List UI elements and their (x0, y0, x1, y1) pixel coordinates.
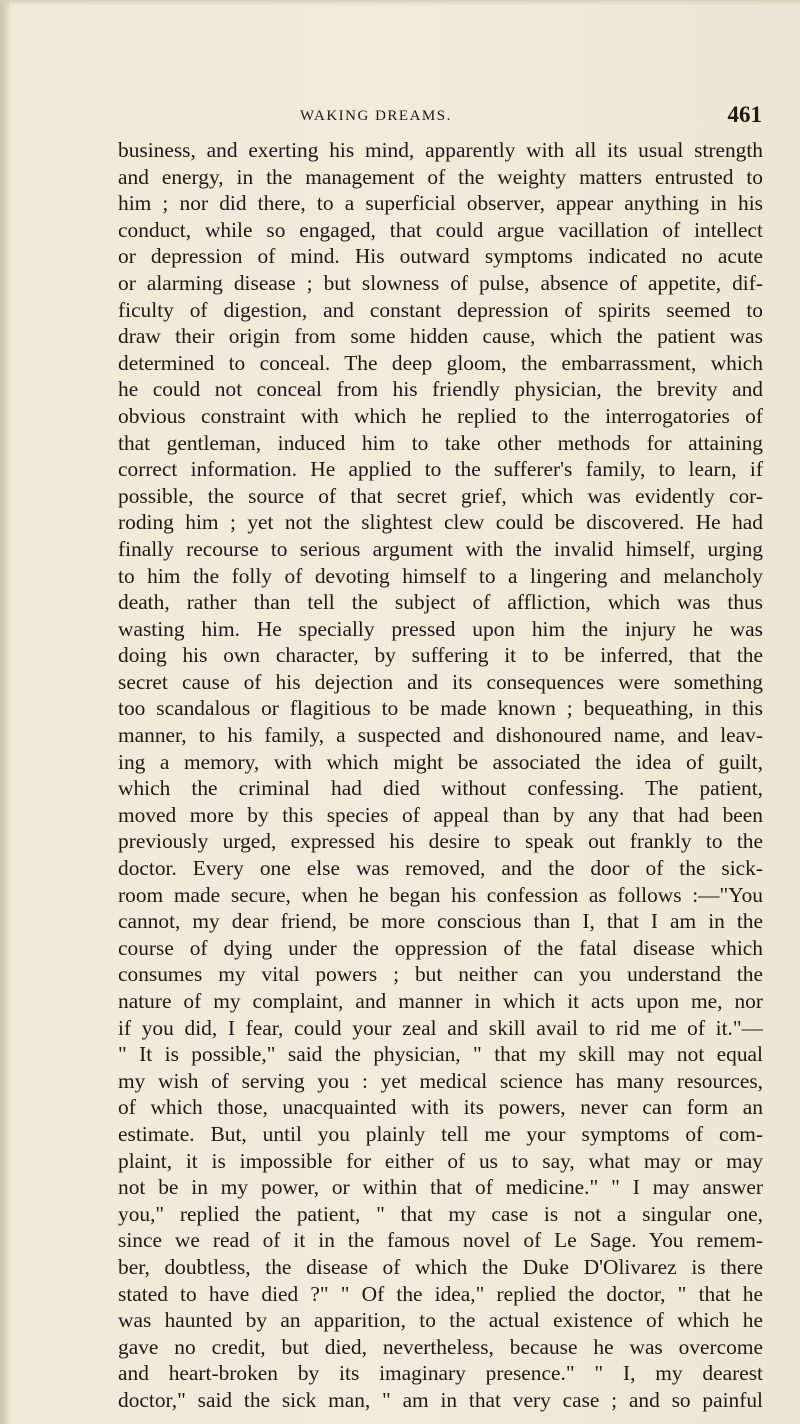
text-line: ing a memory, with which might be associated the idea of guilt, (118, 749, 763, 774)
text-line: if you did, I fear, could your zeal and skill avail to rid me of it."— (118, 1015, 763, 1040)
page-header (118, 102, 762, 132)
page-top-edge (0, 0, 800, 6)
text-line: not be in my power, or within that of medicine." " I may answer (118, 1175, 763, 1200)
text-line: previously urged, expressed his desire to speak out frankly to the (118, 829, 763, 854)
text-line: my wish of serving you : yet medical science has many resources, (118, 1068, 763, 1093)
page-number: 461 (727, 102, 762, 127)
text-line: nature of my complaint, and manner in which it acts upon me, nor (118, 989, 763, 1013)
text-line: gave no credit, but died, nevertheless, because he was overcome (118, 1334, 763, 1359)
text-line: ficulty of digestion, and constant depression of spirits seemed to (118, 297, 763, 322)
text-line: to him the folly of devoting himself to a lingering and melancholy (118, 563, 763, 588)
text-line: determined to conceal. The deep gloom, the embarrassment, which (118, 350, 763, 375)
text-line: cannot, my dear friend, be more conscious than I, that I am in the (118, 909, 763, 934)
text-line: wasting him. He specially pressed upon him the injury he was (118, 616, 763, 641)
text-line: ber, doubtless, the disease of which the Duke D'Olivarez is there (118, 1254, 763, 1279)
text-line: estimate. But, until you plainly tell me your symptoms of com- (118, 1121, 763, 1146)
text-line: plaint, it is impossible for either of us to say, what may or may (118, 1148, 763, 1173)
text-line: secret cause of his dejection and its consequences were something (118, 669, 763, 694)
text-line: that gentleman, induced him to take other methods for attaining (118, 430, 763, 455)
text-line: conduct, while so engaged, that could argue vacillation of intellect (118, 217, 763, 242)
text-line: which the criminal had died without confessing. The patient, (118, 776, 763, 801)
text-line: he could not conceal from his friendly physician, the brevity and (118, 377, 763, 402)
text-line: and energy, in the management of the weighty matters entrusted to (118, 164, 763, 189)
text-line: finally recourse to serious argument with the invalid himself, urging (118, 536, 763, 561)
text-line: or alarming disease ; but slowness of pulse, absence of appetite, dif- (118, 270, 763, 295)
text-line: roding him ; yet not the slightest clew could be discovered. He had (118, 510, 763, 535)
body-text (118, 137, 763, 1414)
text-line: correct information. He applied to the sufferer's family, to learn, if (118, 457, 763, 482)
text-line: of which those, unacquainted with its powers, never can form an (118, 1095, 763, 1120)
text-line: room made secure, when he began his confession as follows :—"You (118, 882, 763, 907)
text-line: doing his own character, by suffering it to be inferred, that the (118, 643, 763, 668)
text-line: or depression of mind. His outward symptoms indicated no acute (118, 244, 763, 269)
text-line: was haunted by an apparition, to the actual existence of which he (118, 1308, 763, 1333)
text-line: obvious constraint with which he replied to the interrogatories of (118, 403, 763, 428)
text-line: manner, to his family, a suspected and dishonoured name, and leav- (118, 723, 763, 748)
text-line: possible, the source of that secret grief, which was evidently cor- (118, 483, 763, 508)
text-line: moved more by this species of appeal than by any that had been (118, 802, 763, 827)
text-line: you," replied the patient, " that my case is not a singular one, (118, 1201, 763, 1226)
text-line: too scandalous or flagitious to be made known ; bequeathing, in this (118, 696, 763, 721)
text-line: course of dying under the oppression of the fatal disease which (118, 935, 763, 960)
running-head: WAKING DREAMS. (300, 108, 452, 124)
text-line: since we read of it in the famous novel of Le Sage. You remem- (118, 1228, 763, 1253)
text-line: doctor," said the sick man, " am in that very case ; and so painful (118, 1387, 763, 1412)
text-line: him ; nor did there, to a superficial observer, appear anything in his (118, 191, 763, 216)
text-line: doctor. Every one else was removed, and the door of the sick- (118, 856, 763, 881)
page-gutter-shadow (0, 0, 10, 1424)
text-line: death, rather than tell the subject of affliction, which was thus (118, 590, 763, 615)
text-line: and heart-broken by its imaginary presence." " I, my dearest (118, 1361, 763, 1386)
text-line: consumes my vital powers ; but neither can you understand the (118, 962, 763, 987)
text-line: stated to have died ?" " Of the idea," replied the doctor, " that he (118, 1281, 763, 1306)
text-line: business, and exerting his mind, apparently with all its usual strength (118, 138, 763, 162)
text-line: " It is possible," said the physician, " that my skill may not equal (118, 1042, 763, 1067)
text-line: draw their origin from some hidden cause, which the patient was (118, 324, 763, 349)
